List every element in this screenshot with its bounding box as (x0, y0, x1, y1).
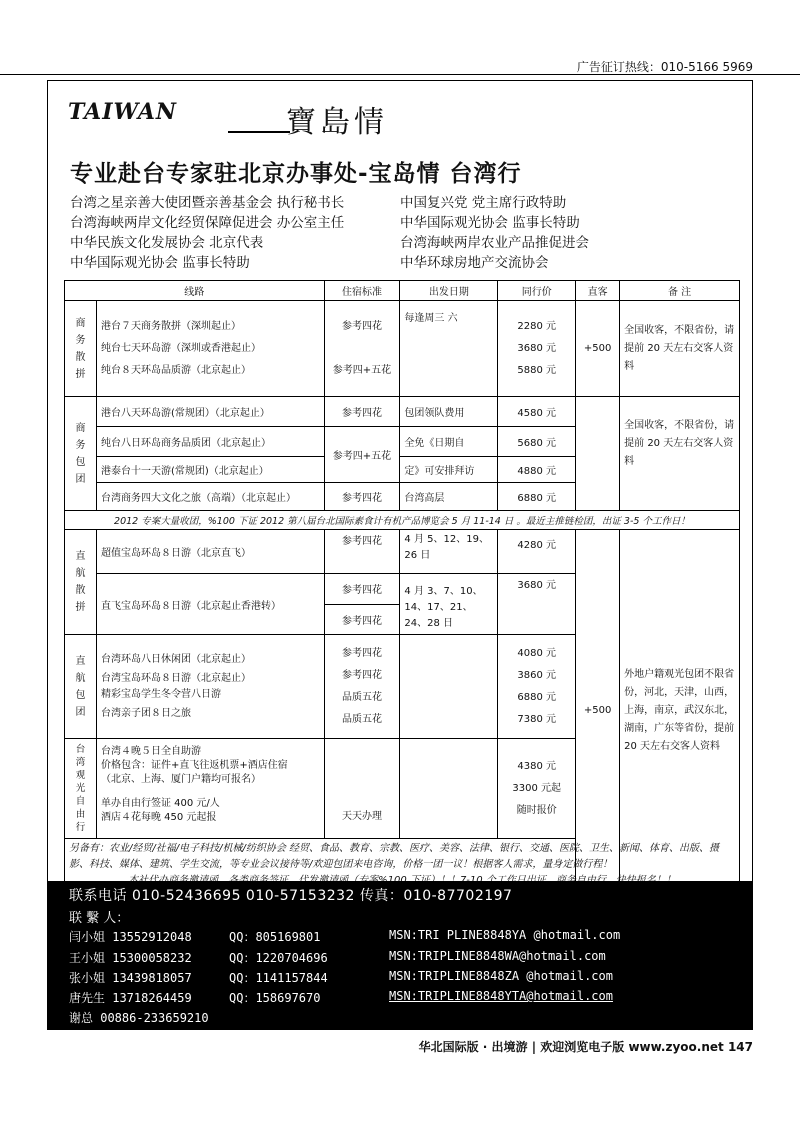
contact-qq: QQ：805169801 (229, 930, 321, 944)
contact-name: 闫小姐 13552912048 (69, 930, 192, 944)
org-item: 中国复兴党 党主席行政特助 (400, 195, 567, 211)
header-date: 出发日期 (400, 281, 498, 301)
direct-price-cell (576, 397, 620, 511)
route-name: 精彩宝岛学生冬令营八日游 (100, 688, 221, 700)
date-cell: 包团领队费用 (400, 397, 498, 427)
note-cell: 全国收客，不限省份，请提前 20 天左右交客人资料 (620, 301, 740, 397)
hotel-standard: 天天办理 (324, 739, 400, 839)
hotel-standard: 参考四花 (341, 669, 382, 681)
price-cell (498, 301, 576, 397)
logo-text: TAIWAN (68, 99, 178, 125)
org-item: 台湾海峡两岸文化经贸保障促进会 办公室主任 (70, 215, 345, 231)
org-item: 中华民族文化发展协会 北京代表 (70, 235, 264, 251)
org-item: 台湾海峡两岸农业产品推促进会 (400, 235, 589, 251)
direct-price-cell: +500 (576, 301, 620, 397)
free-travel-details (96, 739, 324, 839)
direct-price-cell: +500 (576, 530, 620, 892)
promo-banner-row (65, 511, 740, 530)
hotel-standard: 品质五花 (341, 691, 382, 703)
taiwan-logo (58, 89, 198, 129)
org-item: 中华国际观光协会 监事长特助 (400, 215, 580, 231)
route-name: 纯台八日环岛商务品质团（北京起止） (96, 427, 324, 457)
price: 4380 元 (517, 760, 557, 772)
route-name: 台湾亲子团８日之旅 (100, 707, 191, 719)
hotel-standard: 参考四花 (324, 574, 400, 605)
header-note: 备 注 (620, 281, 740, 301)
price: 随时报价 (516, 804, 557, 816)
price: 4580 元 (498, 397, 576, 427)
contact-name: 张小姐 13439818057 (69, 971, 192, 985)
org-item: 中华国际观光协会 监事长特助 (70, 255, 250, 271)
note-cell: 外地户籍观光包团不限省份，河北，天津，山西，上海，南京，武汉东北，湖南，广东等省份，提前 20 天左右交客人资料 (620, 530, 740, 892)
table-row (65, 301, 740, 397)
contact-name: 王小姐 15300058232 (69, 951, 192, 965)
page-footer: 华北国际版 · 出境游 | 欢迎浏览电子版 www.zyoo.net 147 (418, 1040, 753, 1054)
also-text: 另备有：农业/经贸/社福/电子科技/机械/纺织协会 经贸、食品、教育、宗教、医疗、美容、法律、银行、交通、医院、卫生、新闻、体育、出版、摄影、科技、媒体、建筑、学生交流，等专业会议接待等/欢迎包团来电咨询，价格一团一议！根据客人需求，量身定做行程！ (69, 843, 720, 870)
price: 3680 元 (498, 574, 576, 635)
contact-name: 唐先生 13718264459 (69, 991, 192, 1005)
hotel-standard: 参考四花 (324, 397, 400, 427)
price: 3300 元起 (512, 782, 562, 794)
hotel-standard: 参考四花 (341, 647, 382, 659)
category-biz-group: 商 务 包 团 (65, 397, 97, 511)
contact-label: 联 繫 人： (69, 911, 130, 926)
category-direct-scatter: 直 航 散 拼 (65, 530, 97, 635)
organizations-list (70, 193, 750, 273)
route-name: 纯台８天环岛品质游（北京起止） (100, 364, 251, 376)
promo-banner: 2012 专案大量收团，%100 下证 2012 第八届台北国际素食计有机产品博览会 5 月 11-14 日 。最近主推链检团，出证 3-5 个工作日！ (65, 511, 740, 530)
header-direct: 直客 (576, 281, 620, 301)
top-rule (0, 74, 800, 75)
category-direct-group: 直 航 包 团 (65, 635, 97, 739)
category-free-travel: 台 湾 观 光 自 由 行 (65, 739, 97, 839)
route-name: 港台７天商务散拼（深圳起止） (100, 320, 241, 332)
table-row (65, 397, 740, 427)
note-cell: 全国收客，不限省份，请提前 20 天左右交客人资料 (620, 397, 740, 511)
hotel-cell (324, 635, 400, 739)
org-item: 台湾之星亲善大使团暨亲善基金会 执行秘书长 (70, 195, 345, 211)
route-name: 台湾商务四大文化之旅（高端）（北京起止） (96, 483, 324, 511)
hotel-standard: 参考四花 (324, 483, 400, 511)
header-hotel: 住宿标准 (324, 281, 400, 301)
hotel-standard: 参考四花 (341, 320, 382, 332)
brand-underline (228, 131, 290, 133)
price: 4880 元 (498, 457, 576, 483)
hotel-standard: 参考四+五花 (332, 364, 392, 376)
free-line: 酒店４花每晚 450 元起报 (100, 812, 217, 823)
route-name: 超值宝岛环岛８日游（北京直飞） (96, 530, 324, 574)
date-cell: 每逢周三 六 (400, 301, 498, 397)
hotel-cell (324, 301, 400, 397)
contact-qq: QQ：1220704696 (229, 951, 328, 965)
price: 6880 元 (498, 483, 576, 511)
date-cell (400, 635, 498, 739)
price: 4280 元 (498, 530, 576, 574)
route-name: 港台八天环岛游(常规团）（北京起止） (96, 397, 324, 427)
contact-qq: QQ：158697670 (229, 991, 321, 1005)
routes-cell (96, 635, 324, 739)
price-cell (498, 739, 576, 839)
price: 5680 元 (498, 427, 576, 457)
headline: 专业赴台专家驻北京办事处-宝岛情 台湾行 (70, 161, 522, 187)
contact-msn[interactable]: MSN:TRIPLINE8848ZA @hotmail.com (389, 969, 613, 983)
route-name: 台湾环岛八日休闲团（北京起止） (100, 653, 251, 665)
table-header-row (65, 281, 740, 301)
date-cell: 台湾高层 (400, 483, 498, 511)
hotel-standard: 参考四+五花 (324, 427, 400, 483)
price-cell (498, 635, 576, 739)
route-name: 直飞宝岛环岛８日游（北京起止香港转） (96, 574, 324, 635)
date-cell (400, 739, 498, 839)
tour-price-table (64, 280, 740, 892)
contact-panel (47, 881, 753, 1030)
price: 5880 元 (517, 364, 557, 376)
contact-msn-link[interactable]: MSN:TRIPLINE8848YTA@hotmail.com (389, 989, 613, 1003)
contact-msn[interactable]: MSN:TRIPLINE8848WA@hotmail.com (389, 949, 606, 963)
price: 6880 元 (517, 691, 557, 703)
price: 3680 元 (517, 342, 557, 354)
price: 7380 元 (517, 713, 557, 725)
brand-title: 寶島情 (286, 105, 388, 140)
date-cell: 定》可安排拜访 (400, 457, 498, 483)
date-cell: 4 月 5、12、19、26 日 (400, 530, 498, 574)
header-price: 同行价 (498, 281, 576, 301)
org-item: 中华环球房地产交流协会 (400, 255, 549, 271)
org-row (70, 193, 750, 213)
hotel-standard: 参考四花 (324, 530, 400, 574)
contact-msn[interactable]: MSN:TRI PLINE8848YA @hotmail.com (389, 928, 621, 942)
price: 3860 元 (517, 669, 557, 681)
date-cell: 4 月 3、7、10、14、17、21、24、28 日 (400, 574, 498, 635)
hotel-standard: 品质五花 (341, 713, 382, 725)
contact-phone: 联系电话 010-52436695 010-57153232 传真：010-87702197 (69, 888, 513, 904)
org-row (70, 253, 750, 273)
route-name: 港泰台十一天游(常规团)（北京起止） (96, 457, 324, 483)
contact-qq: QQ：1141157844 (229, 971, 328, 985)
hotel-standard: 参考四花 (324, 604, 400, 635)
price: 2280 元 (517, 320, 557, 332)
price: 4080 元 (517, 647, 557, 659)
route-name: 纯台七天环岛游（深圳或香港起止） (100, 342, 261, 354)
free-line: （北京、上海、厦门户籍均可报名） (100, 774, 261, 785)
org-row (70, 233, 750, 253)
free-line: 价格包含：证件+直飞往返机票+酒店住宿 (100, 760, 288, 771)
header-route: 线路 (65, 281, 325, 301)
routes-cell (96, 301, 324, 397)
table-row (65, 530, 740, 574)
free-line: 单办自由行签证 400 元/人 (100, 798, 220, 809)
free-line: 台湾４晚５日全自助游 (100, 746, 201, 757)
contact-boss: 谢总 00886-233659210 (69, 1011, 209, 1025)
org-row (70, 213, 750, 233)
ad-hotline: 广告征订热线：010-5166 5969 (576, 60, 753, 74)
route-name: 台湾宝岛环岛８日游（北京起止） (100, 672, 251, 684)
category-biz-scatter: 商 务 散 拼 (65, 301, 97, 397)
date-cell: 全免《日期自 (400, 427, 498, 457)
